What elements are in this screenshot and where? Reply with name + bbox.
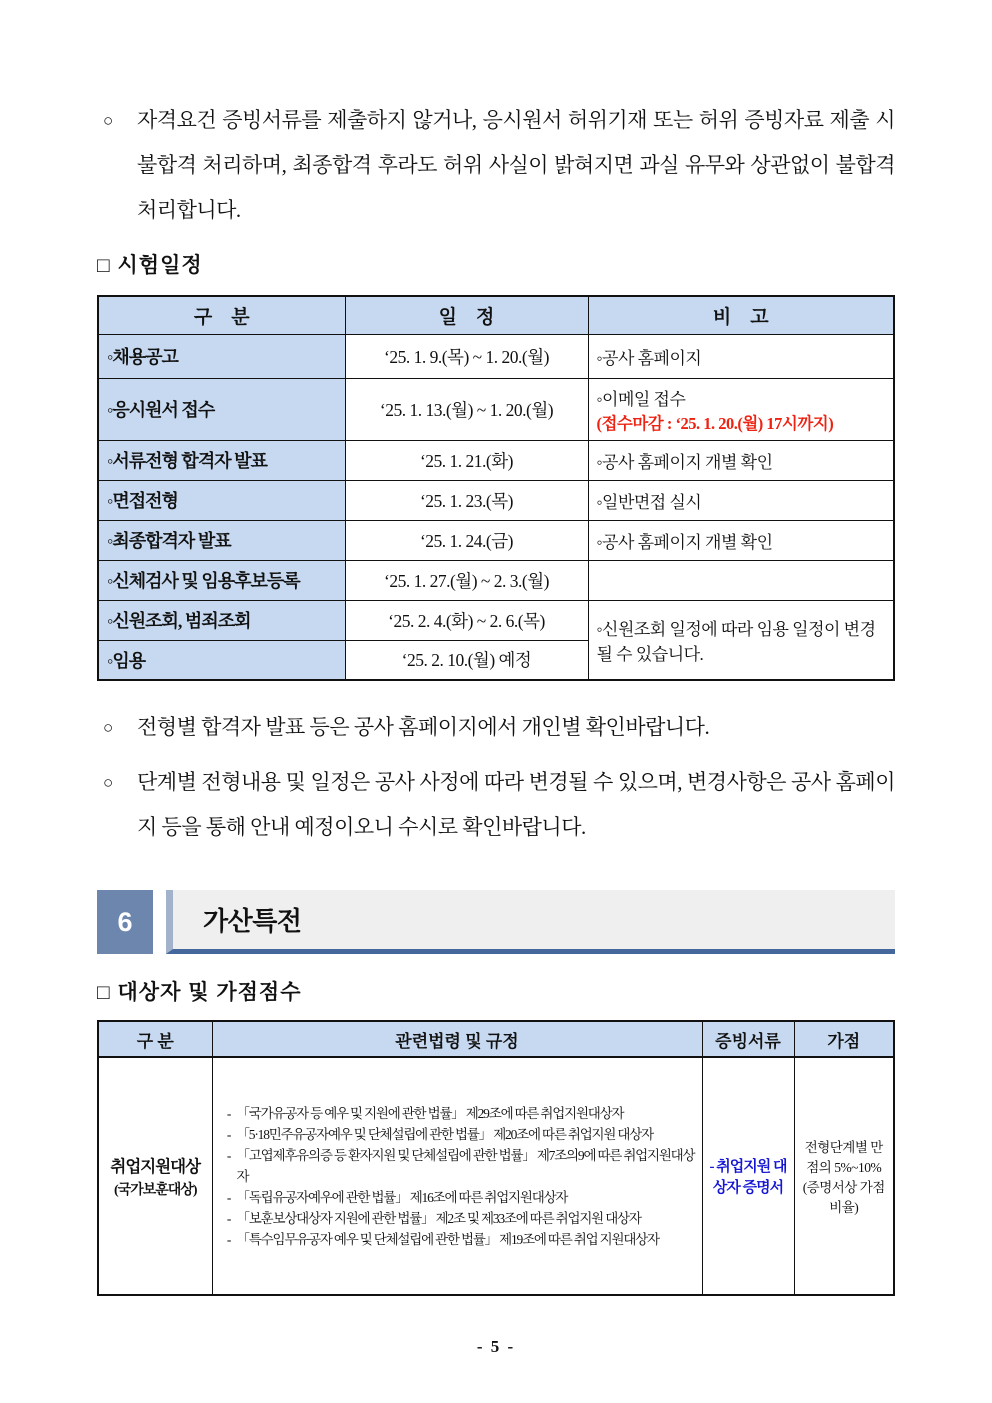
row-category: ◦최종합격자 발표: [98, 520, 345, 560]
row-category: ◦면접전형: [98, 480, 345, 520]
bonus-table: [97, 1020, 895, 1296]
row-date: ‘25. 1. 27.(월) ~ 2. 3.(월): [345, 560, 588, 600]
row-category: ◦서류전형 합격자 발표: [98, 440, 345, 480]
row-date: ‘25. 1. 21.(화): [345, 440, 588, 480]
section-title: 가산특전: [203, 906, 302, 936]
bonus-category-cell: [98, 1057, 212, 1295]
bonus-col-category: 구 분: [98, 1021, 212, 1057]
schedule-bullet-2-text: 단계별 전형내용 및 일정은 공사 사정에 따라 변경될 수 있으며, 변경사항은 공사 홈페이지 등을 통해 안내 예정이오니 수시로 확인바랍니다.: [137, 770, 895, 839]
table-row: [98, 334, 894, 378]
bonus-evidence-cell: - 취업지원 대상자 증명서: [702, 1057, 794, 1295]
dash-bullet-icon: -: [226, 1126, 231, 1142]
law-text: 「5·18민주유공자예우 및 단체설립에 관한 법률」 제20조에 따른 취업지원 대상자: [236, 1126, 653, 1142]
row-category: ◦임용: [98, 640, 345, 680]
row-category: ◦신원조회, 범죄조회: [98, 600, 345, 640]
section-gap: [153, 890, 166, 954]
bonus-laws-cell: [212, 1057, 702, 1295]
row-date: ‘25. 1. 9.(목) ~ 1. 20.(월): [345, 334, 588, 378]
row-note-merged: ◦신원조회 일정에 따라 임용 일정이 변경될 수 있습니다.: [588, 600, 894, 680]
section-number-badge: 6: [97, 890, 153, 954]
schedule-bullet-2: [97, 760, 895, 850]
section-title-bar: [166, 890, 895, 954]
bonus-col-laws: 관련법령 및 규정: [212, 1021, 702, 1057]
table-row: [98, 560, 894, 600]
table-row: [98, 480, 894, 520]
list-item: [221, 1229, 696, 1250]
row-category: ◦채용공고: [98, 334, 345, 378]
dash-bullet-icon: -: [226, 1147, 231, 1163]
list-item: [221, 1187, 696, 1208]
law-text: 「특수임무유공자 예우 및 단체설립에 관한 법률」 제19조에 따른 취업 지원대상자: [236, 1231, 659, 1247]
schedule-col-note: 비 고: [588, 296, 894, 334]
law-text: 「독립유공자예우에 관한 법률」 제16조에 따른 취업지원대상자: [236, 1189, 568, 1205]
bonus-category-main: 취업지원대상: [110, 1157, 201, 1176]
law-text: 「보훈보상대상자 지원에 관한 법률」 제2조 및 제33조에 따른 취업지원 대상자: [236, 1210, 641, 1226]
dash-bullet-icon: -: [226, 1105, 231, 1121]
row-date: ‘25. 1. 23.(목): [345, 480, 588, 520]
circle-bullet-icon: ○: [103, 111, 113, 130]
row-category: ◦신체검사 및 임용후보등록: [98, 560, 345, 600]
intro-bullet-text: 자격요건 증빙서류를 제출하지 않거나, 응시원서 허위기재 또는 허위 증빙자료 제출 시 불합격 처리하며, 최종합격 후라도 허위 사실이 밝혀지면 과실 유무와 상관없이 불합격 처리합니다.: [137, 108, 895, 222]
list-item: [221, 1145, 696, 1187]
row-date: ‘25. 1. 13.(월) ~ 1. 20.(월): [345, 378, 588, 440]
dash-bullet-icon: -: [226, 1189, 231, 1205]
dash-bullet-icon: -: [226, 1231, 231, 1247]
bonus-points-cell: 전형단계별 만점의 5%~10% (증명서상 가점비율): [794, 1057, 894, 1295]
row-note-deadline: (접수마감 : ‘25. 1. 20.(월) 17시까지): [596, 413, 834, 433]
list-item: [221, 1208, 696, 1229]
schedule-header-row: [98, 296, 894, 334]
row-note: ◦공사 홈페이지 개별 확인: [588, 440, 894, 480]
row-note: [588, 560, 894, 600]
schedule-bullet-1-text: 전형별 합격자 발표 등은 공사 홈페이지에서 개인별 확인바랍니다.: [137, 715, 710, 739]
bonus-col-evidence: 증빙서류: [702, 1021, 794, 1057]
table-row: [98, 520, 894, 560]
schedule-table: [97, 295, 895, 681]
circle-bullet-icon: ○: [103, 773, 113, 792]
row-note: ◦공사 홈페이지 개별 확인: [588, 520, 894, 560]
law-text: 「고엽제후유의증 등 환자지원 및 단체설립에 관한 법률」 제7조의9에 따른 취업지원대상자: [236, 1147, 695, 1184]
schedule-col-date: 일 정: [345, 296, 588, 334]
table-row: [98, 440, 894, 480]
row-date: ‘25. 1. 24.(금): [345, 520, 588, 560]
schedule-col-category: 구 분: [98, 296, 345, 334]
bonus-subheading: □ 대상자 및 가점점수: [97, 981, 302, 1004]
table-row: [98, 600, 894, 640]
row-note: ◦일반면접 실시: [588, 480, 894, 520]
table-row: [98, 378, 894, 440]
bonus-header-row: [98, 1021, 894, 1057]
schedule-bullet-1: [97, 705, 895, 750]
row-category: ◦응시원서 접수: [98, 378, 345, 440]
bonus-data-row: [98, 1057, 894, 1295]
bonus-category-sub: (국가보훈대상): [114, 1183, 197, 1198]
dash-bullet-icon: -: [226, 1210, 231, 1226]
schedule-heading: □ 시험일정: [97, 254, 203, 277]
list-item: [221, 1103, 696, 1124]
row-date: ‘25. 2. 4.(화) ~ 2. 6.(목): [345, 600, 588, 640]
section-header: [97, 890, 895, 954]
list-item: [221, 1124, 696, 1145]
row-date: ‘25. 2. 10.(월) 예정: [345, 640, 588, 680]
row-note: [588, 378, 894, 440]
law-text: 「국가유공자 등 예우 및 지원에 관한 법률」 제29조에 따른 취업지원대상자: [236, 1105, 624, 1121]
page-number: - 5 -: [476, 1337, 516, 1356]
circle-bullet-icon: ○: [103, 718, 113, 737]
intro-bullet: [97, 98, 895, 233]
row-note-line: ◦이메일 접수: [596, 389, 686, 409]
bonus-col-bonus: 가점: [794, 1021, 894, 1057]
row-note: ◦공사 홈페이지: [588, 334, 894, 378]
